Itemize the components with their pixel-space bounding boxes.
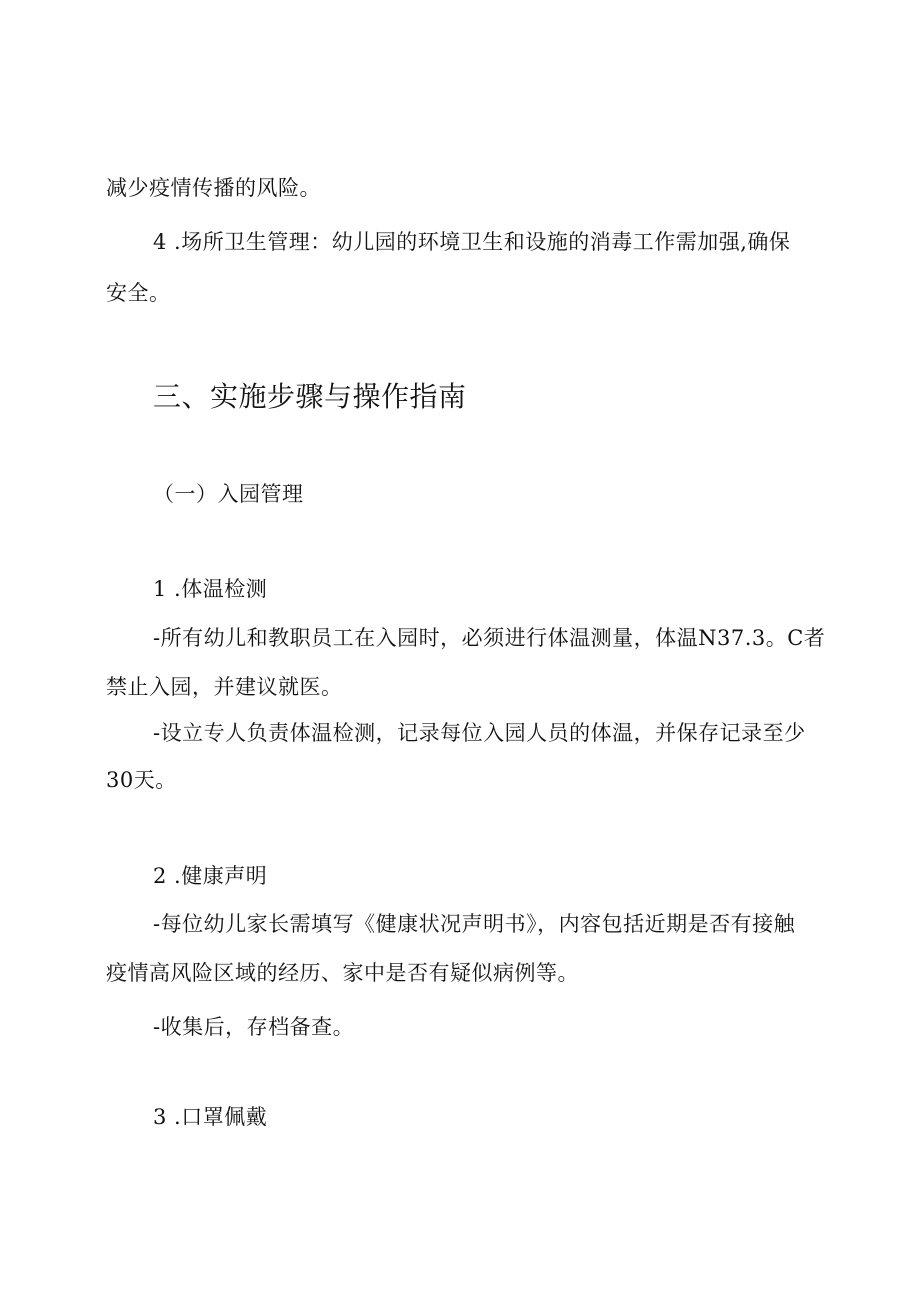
- item1-bullet1-line1: -所有幼儿和教职员工在入园时，必须进行体温测量，体温N37.3。C者: [153, 626, 826, 650]
- paragraph-item4-line1: 4 .场所卫生管理：幼儿园的环境卫生和设施的消毒工作需加强,确保: [153, 230, 791, 254]
- section-heading: 三、实施步骤与操作指南: [153, 380, 467, 413]
- item3-title: 3 .口罩佩戴: [153, 1105, 268, 1129]
- subsection-heading: （一）入园管理: [153, 482, 304, 506]
- item2-bullet1-line2: 疫情高风险区域的经历、家中是否有疑似病例等。: [106, 961, 579, 985]
- paragraph-item4-line2: 安全。: [106, 281, 171, 305]
- item1-bullet1-line2: 禁止入园，并建议就医。: [106, 675, 343, 699]
- item2-bullet1-line1: -每位幼儿家长需填写《健康状况声明书》，内容包括近期是否有接触: [153, 912, 796, 936]
- item2-bullet2-line1: -收集后，存档备查。: [153, 1015, 355, 1039]
- item1-bullet2-line1: -设立专人负责体温检测，记录每位入园人员的体温，并保存记录至少: [153, 721, 806, 745]
- paragraph-continuation: 减少疫情传播的风险。: [106, 176, 321, 200]
- item1-bullet2-line2: 30天。: [106, 768, 177, 792]
- item2-title: 2 .健康声明: [153, 864, 268, 888]
- item1-title: 1 .体温检测: [153, 577, 268, 601]
